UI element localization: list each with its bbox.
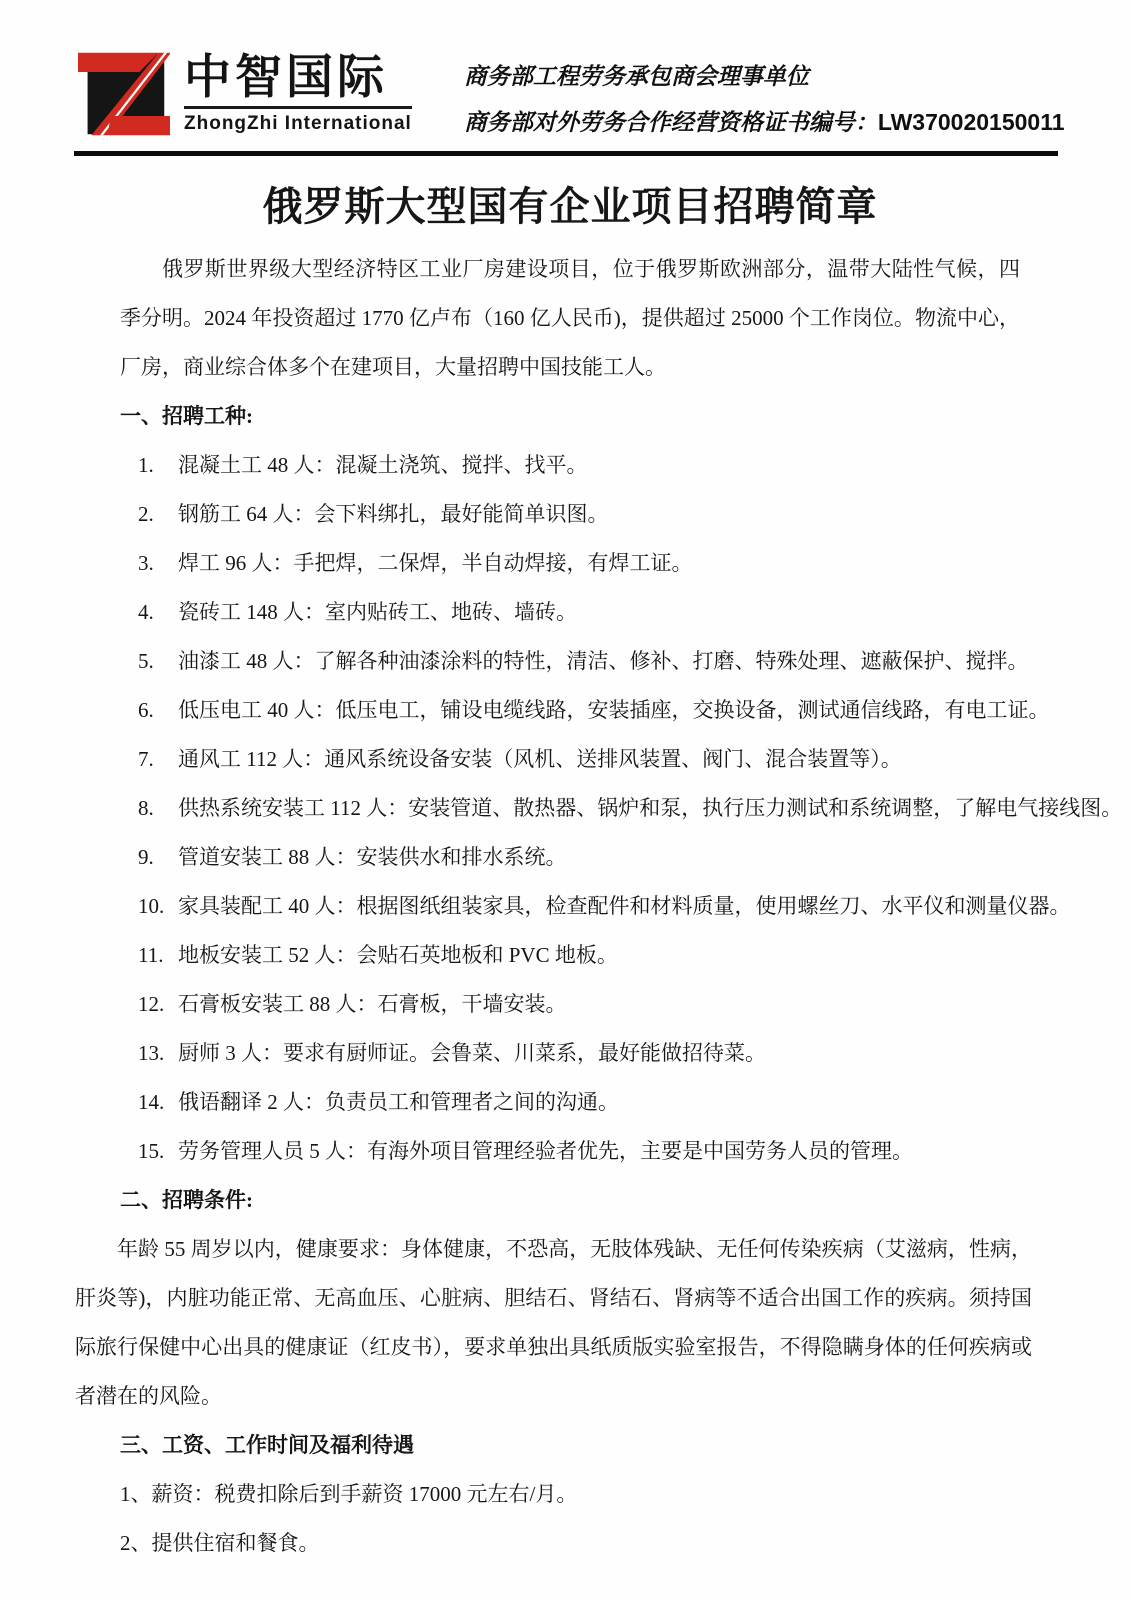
job-item-text: 混凝土工 48 人：混凝土浇筑、搅拌、找平。: [178, 453, 588, 477]
zhongzhi-z-icon: [78, 48, 170, 140]
letterhead: [0, 0, 1131, 140]
job-item-text: 油漆工 48 人：了解各种油漆涂料的特性，清洁、修补、打磨、特殊处理、遮蔽保护、搅拌。: [178, 649, 1029, 673]
job-list-item: [120, 1078, 1020, 1127]
job-item-text: 俄语翻译 2 人：负责员工和管理者之间的沟通。: [178, 1090, 619, 1114]
job-item-number: 6.: [138, 698, 154, 722]
job-item-text: 厨师 3 人：要求有厨师证。会鲁菜、川菜系，最好能做招待菜。: [178, 1041, 766, 1065]
letterhead-credentials: [463, 48, 1065, 137]
job-item-text: 家具装配工 40 人：根据图纸组装家具，检查配件和材料质量，使用螺丝刀、水平仪和测量仪器。: [178, 894, 1071, 918]
job-item-number: 11.: [138, 943, 164, 967]
job-item-number: 15.: [138, 1139, 165, 1163]
job-item-number: 8.: [138, 796, 154, 820]
license-label: 商务部对外劳务合作经营资格证书编号：: [463, 110, 878, 135]
job-list-item: [120, 490, 1020, 539]
job-item-number: 9.: [138, 845, 154, 869]
job-item-number: 3.: [138, 551, 154, 575]
benefits-list: [120, 1470, 1020, 1568]
job-item-number: 1.: [138, 453, 154, 477]
job-item-number: 4.: [138, 600, 154, 624]
section3-heading: 三、工资、工作时间及福利待遇: [120, 1433, 414, 1457]
logo-company-name-cn: 中智国际: [184, 50, 388, 104]
job-list-item: [120, 784, 1123, 833]
logo-text-block: [184, 50, 412, 135]
job-list-item: [120, 1127, 1020, 1176]
company-logo: [78, 48, 412, 140]
license-number: LW370020150011: [877, 109, 1065, 135]
job-list-item: [120, 980, 1020, 1029]
job-item-number: 7.: [138, 747, 154, 771]
job-item-text: 石膏板安装工 88 人：石膏板，干墙安装。: [178, 992, 567, 1016]
job-list: [120, 441, 1123, 1176]
job-item-number: 5.: [138, 649, 154, 673]
benefit-list-item: 2、提供住宿和餐食。: [120, 1531, 320, 1555]
job-item-text: 低压电工 40 人：低压电工，铺设电缆线路，安装插座，交换设备，测试通信线路，有电工证。: [178, 698, 1050, 722]
job-item-number: 14.: [138, 1090, 165, 1114]
intro-paragraph: 俄罗斯世界级大型经济特区工业厂房建设项目，位于俄罗斯欧洲部分，温带大陆性气候，四季分明。2024 年投资超过 1770 亿卢布（160 亿人民币)，提供超过 25000 个工作岗位。物流中心，厂房，商业综合体多个在建项目，大量招聘中国技能工人。: [120, 257, 1020, 379]
job-list-item: [120, 588, 1020, 637]
job-item-text: 焊工 96 人：手把焊，二保焊，半自动焊接，有焊工证。: [178, 551, 693, 575]
page-title: 俄罗斯大型国有企业项目招聘简章: [262, 184, 878, 229]
document-body: [0, 181, 1131, 1568]
job-item-text: 通风工 112 人：通风系统设备安装（风机、送排风装置、阀门、混合装置等）。: [178, 747, 902, 771]
section1-heading: 一、招聘工种:: [120, 404, 253, 428]
job-item-text: 管道安装工 88 人：安装供水和排水系统。: [178, 845, 567, 869]
job-item-text: 瓷砖工 148 人：室内贴砖工、地砖、墙砖。: [178, 600, 577, 624]
benefit-list-item: 1、薪资：税费扣除后到手薪资 17000 元左右/月。: [120, 1482, 578, 1506]
job-list-item: [120, 882, 1071, 931]
letterhead-line2: [463, 104, 1065, 137]
job-item-text: 劳务管理人员 5 人：有海外项目管理经验者优先，主要是中国劳务人员的管理。: [178, 1139, 913, 1163]
section2-heading: 二、招聘条件:: [120, 1188, 253, 1212]
logo-company-name-en: ZhongZhi International: [184, 106, 412, 135]
job-list-item: [120, 686, 1050, 735]
header-divider: [74, 151, 1058, 156]
job-list-item: [120, 735, 1020, 784]
job-list-item: [120, 1029, 1020, 1078]
job-list-item: [120, 539, 1020, 588]
job-item-number: 2.: [138, 502, 154, 526]
job-list-item: [120, 441, 1020, 490]
letterhead-line1: 商务部工程劳务承包商会理事单位: [463, 64, 809, 89]
job-list-item: [120, 931, 1020, 980]
job-item-number: 12.: [138, 992, 165, 1016]
job-list-item: [120, 637, 1029, 686]
job-item-text: 钢筋工 64 人：会下料绑扎，最好能简单识图。: [178, 502, 609, 526]
job-item-text: 供热系统安装工 112 人：安装管道、散热器、锅炉和泵，执行压力测试和系统调整，了解电气接线图。: [178, 796, 1123, 820]
job-list-item: [120, 833, 1020, 882]
job-item-number: 10.: [138, 894, 165, 918]
job-item-number: 13.: [138, 1041, 165, 1065]
requirements-paragraph: 年龄 55 周岁以内，健康要求：身体健康，不恐高，无肢体残缺、无任何传染疾病（艾滋病，性病，肝炎等)，内脏功能正常、无高血压、心脏病、胆结石、肾结石、肾病等不适合出国工作的疾病。须持国际旅行保健中心出具的健康证（红皮书），要求单独出具纸质版实验室报告，不得隐瞒身体的任何疾病或者潜在的风险。: [75, 1237, 1032, 1408]
job-item-text: 地板安装工 52 人：会贴石英地板和 PVC 地板。: [178, 943, 618, 967]
